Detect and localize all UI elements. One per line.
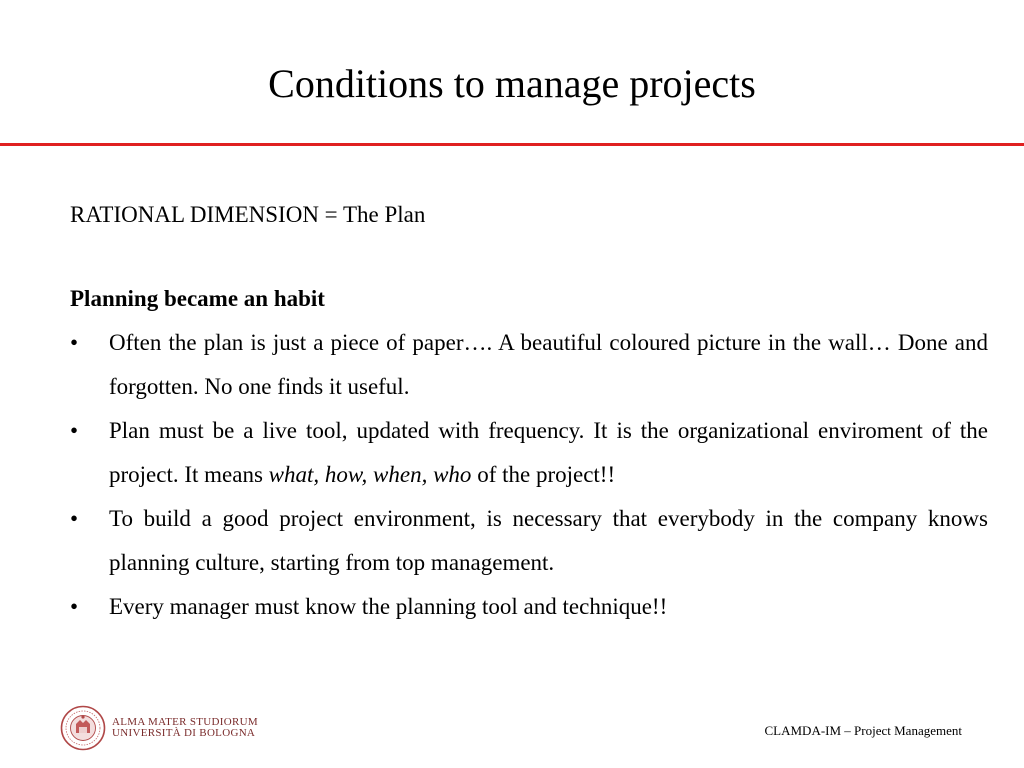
bullet-text: To build a good project environment, is necessary that everybody in the company knows planning culture, starting from top management. [109,506,988,575]
bullet-item [70,585,988,629]
slide-title: Conditions to manage projects [268,61,756,106]
slide-content [70,193,988,629]
bullet-text-end: of the project!! [471,462,616,487]
subheading: Planning became an habit [70,286,325,311]
footer-course-label: CLAMDA-IM – Project Management [764,723,962,738]
bullet-text: Plan must be a live tool, updated with frequency. It is the organizational enviroment of the project. It means [109,418,988,487]
bullet-text: Every manager must know the planning tool and technique!! [109,594,668,619]
bullet-item [70,409,988,497]
university-logo [60,703,258,753]
blank-line [70,237,988,277]
bullet-item [70,321,988,409]
section-heading: RATIONAL DIMENSION = The Plan [70,202,426,227]
logo-wordmark [112,717,258,739]
bullet-icon: • [70,594,79,619]
logo-line-1: ALMA MATER STUDIORUM [112,716,258,728]
bullet-icon: • [70,506,79,531]
university-seal-icon [60,705,106,751]
bullet-icon: • [70,418,79,443]
logo-line-2: UNIVERSITÀ DI BOLOGNA [112,727,256,739]
bullet-text: Often the plan is just a piece of paper…. A beautiful coloured picture in the wall… Done and forgotten. No one finds it useful. [109,330,988,399]
bullet-list [70,321,988,629]
bullet-item [70,497,988,585]
bullet-emphasis: what, how, when, who [268,462,472,487]
bullet-icon: • [70,330,79,355]
title-divider [0,143,1024,146]
